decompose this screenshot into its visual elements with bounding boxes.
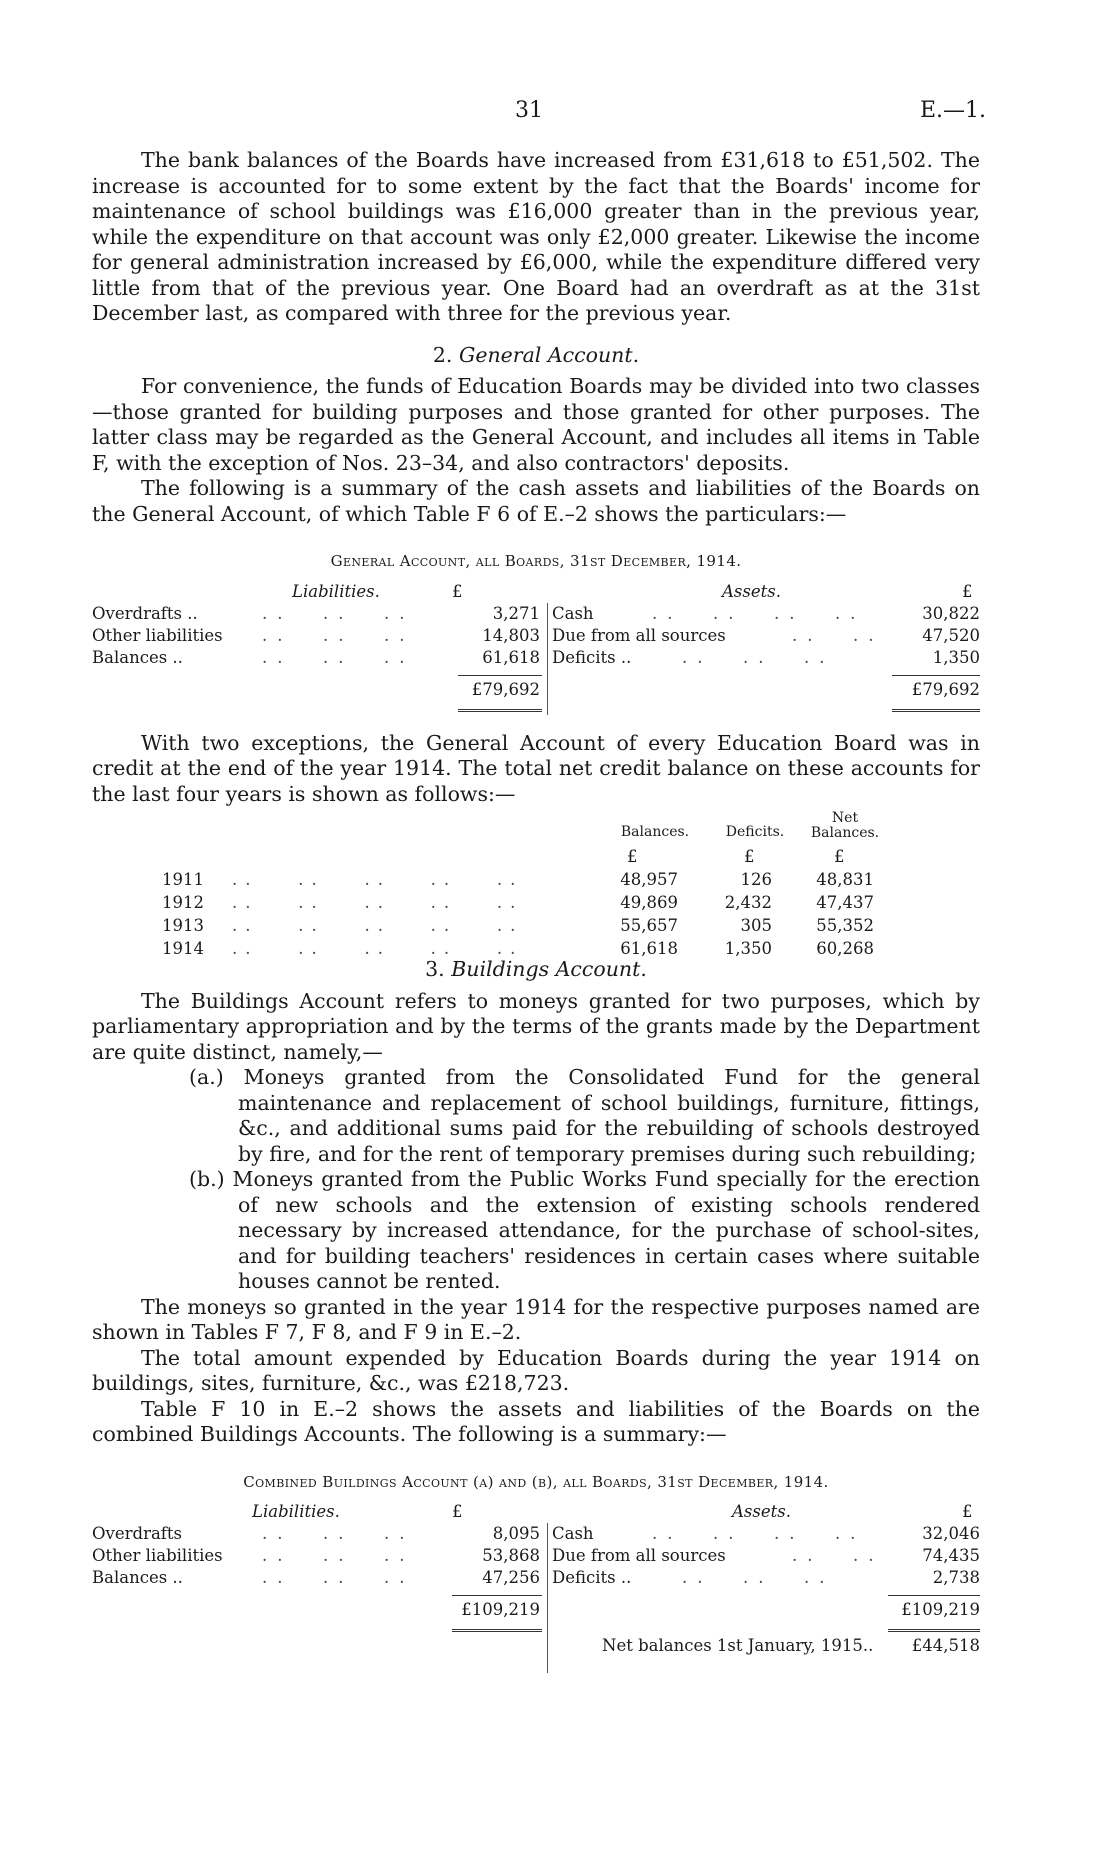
asset-label: Due from all sources	[552, 1546, 726, 1565]
deficits-cell: 2,432	[724, 893, 772, 912]
paragraph-table-f10: Table F 10 in E.–2 shows the assets and liabilities of the Boards on the combined Buildings Accounts. The following is a summary:—	[92, 1396, 980, 1446]
net-cell: 60,268	[816, 939, 874, 958]
asset-label: Deficits ..	[552, 1568, 632, 1587]
column-divider	[547, 603, 548, 715]
column-divider	[547, 1523, 548, 1673]
section-title: Buildings Account.	[451, 957, 647, 981]
total-left: £79,692	[471, 679, 540, 699]
section-number: 2.	[432, 342, 453, 367]
year-cell: 1912	[162, 893, 204, 912]
asset-value: 30,822	[922, 603, 980, 623]
total-rule-left	[452, 1629, 542, 1632]
document-reference: E.—1.	[920, 98, 987, 123]
table-row: Balances .. .. .. .. 61,618 Deficits .. .. .. .. 1,350	[92, 647, 980, 667]
paragraph-bank-balances: The bank balances of the Boards have increased from £31,618 to £51,502. The increase is accounted for to some extent by the fact that the Boards' income for maintenance of school buildings was £16,000 greater than in the previous year, while the expenditure on that account was only £2,000 greater. Likewise the income for general administration increased by £6,000, while the expenditure differed very little from that of the previous year. One Board had an overdraft as at the 31st December last, as compared with three for the previous year.	[92, 148, 980, 325]
total-rule-right	[892, 709, 980, 712]
asset-label: Due from all sources	[552, 625, 726, 645]
assets-header: Assets.	[722, 581, 781, 601]
total-left: £109,219	[461, 1600, 540, 1619]
asset-value: 47,520	[922, 625, 980, 645]
subtotal-rule-left	[458, 675, 542, 676]
list-item-a	[189, 1065, 980, 1167]
liability-value: 14,803	[482, 625, 540, 645]
subtotal-rule-right	[892, 675, 980, 676]
paragraph-moneys-granted: The moneys so granted in the year 1914 for the respective purposes named are shown in Tables F 7, F 8, and F 9 in E.–2.	[92, 1294, 980, 1344]
section-number: 3.	[425, 957, 445, 981]
liability-value: 3,271	[492, 603, 540, 623]
buildings-table-caption: Combined Buildings Account (a) and (b), all Boards, 31st December, 1914.	[243, 1472, 829, 1491]
deficits-cell: 1,350	[724, 939, 772, 958]
table-row: 1911 .. .. .. .. .. 48,957 126 48,831	[162, 870, 874, 889]
assets-header: Assets.	[732, 1502, 791, 1521]
net-cell: 55,352	[816, 916, 874, 935]
deficits-cell: 126	[740, 870, 772, 889]
deficits-cell: 305	[740, 916, 772, 935]
total-right: £79,692	[911, 679, 980, 699]
general-account-table	[92, 581, 980, 721]
net-balances-label: Net balances 1st January, 1915..	[602, 1636, 874, 1655]
list-marker: (a.)	[189, 1065, 224, 1089]
paragraph-credit-balance: With two exceptions, the General Account of every Education Board was in credit at the end of the year 1914. The total net credit balance on these accounts for the last four years is shown as follows:—	[92, 730, 980, 806]
list-text: Moneys granted from the Public Works Fund specially for the erection of new schools and the extension of existing schools rendered necessary by increased attendance, for the purchase of school-sites, and for building teachers' residences in certain cases where suitable houses cannot be rented.	[232, 1167, 980, 1293]
table-row: Other liabilities .. .. .. 53,868 Due from all sources .. .. 74,435	[92, 1546, 980, 1565]
table-row: 1912 .. .. .. .. .. 49,869 2,432 47,437	[162, 893, 874, 912]
table-row: Overdrafts .. .. .. 8,095 Cash .. .. .. .. 32,046	[92, 1524, 980, 1543]
page-number: 31	[515, 98, 543, 123]
total-right: £109,219	[901, 1600, 980, 1619]
net-cell: 48,831	[816, 870, 874, 889]
subtotal-rule-left	[452, 1595, 542, 1596]
balances-cell: 49,869	[620, 893, 678, 912]
net-balances-value: £44,518	[911, 1636, 980, 1655]
pound-sign-right: £	[962, 581, 973, 601]
liability-label: Balances ..	[92, 1568, 183, 1587]
section-title: General Account.	[458, 342, 640, 367]
liability-value: 53,868	[482, 1546, 540, 1565]
pound-sign-right: £	[962, 1502, 973, 1521]
asset-label: Deficits ..	[552, 647, 632, 667]
pound-sign-left: £	[452, 1502, 463, 1521]
balances-cell: 48,957	[620, 870, 678, 889]
section-heading-general-account	[92, 343, 980, 369]
page-body	[92, 148, 980, 1681]
total-rule-left	[458, 709, 542, 712]
liability-label: Overdrafts	[92, 1524, 182, 1543]
asset-label: Cash	[552, 1524, 594, 1543]
net-cell: 47,437	[816, 893, 874, 912]
table-row: Overdrafts .. .. .. .. 3,271 Cash .. .. .. .. 30,822	[92, 603, 980, 623]
paragraph-summary-intro: The following is a summary of the cash assets and liabilities of the Boards on the General Account, of which Table F 6 of E.–2 shows the particulars:—	[92, 476, 980, 526]
liabilities-header: Liabilities.	[252, 1502, 340, 1521]
liability-label: Other liabilities	[92, 625, 223, 645]
asset-value: 74,435	[922, 1546, 980, 1565]
buildings-account-table	[92, 1501, 980, 1681]
net-balances-table	[92, 810, 980, 958]
liability-label: Overdrafts ..	[92, 603, 198, 623]
asset-label: Cash	[552, 603, 594, 623]
page-header	[0, 98, 1114, 128]
year-cell: 1911	[162, 870, 204, 889]
table-row: Balances .. .. .. .. 47,256 Deficits .. .. .. .. 2,738	[92, 1568, 980, 1587]
pound-sign-left: £	[452, 581, 463, 601]
column-header-balances: Balances.	[620, 824, 690, 840]
paragraph-funds-classes: For convenience, the funds of Education Boards may be divided into two classes—those granted for building purposes and those granted for other purposes. The latter class may be regarded as the General Account, and includes all items in Table F, with the exception of Nos. 23–34, and also contractors' deposits.	[92, 374, 980, 475]
total-rule-right	[888, 1629, 980, 1632]
column-header-net: Net Balances.	[810, 810, 880, 841]
list-text: Moneys granted from the Consolidated Fund for the general maintenance and replacement of school buildings, furniture, fittings, &c., and additional sums paid for the rebuilding of schools destroyed by fire, and for the rent of temporary premises during such rebuilding;	[238, 1065, 980, 1166]
list-item-b	[189, 1167, 980, 1295]
asset-value: 2,738	[932, 1568, 980, 1587]
year-cell: 1913	[162, 916, 204, 935]
pound-sign: £	[627, 847, 638, 866]
pound-sign: £	[834, 847, 845, 866]
balances-cell: 61,618	[620, 939, 678, 958]
subtotal-rule-right	[888, 1595, 980, 1596]
asset-value: 32,046	[922, 1524, 980, 1543]
paragraph-buildings-account: The Buildings Account refers to moneys granted for two purposes, which by parliamentary appropriation and by the terms of the grants made by the Department are quite distinct, namely,—	[92, 988, 980, 1064]
column-header-deficits: Deficits.	[725, 824, 785, 840]
liability-value: 8,095	[492, 1524, 540, 1543]
year-cell: 1914	[162, 939, 204, 958]
liability-label: Other liabilities	[92, 1546, 223, 1565]
liability-value: 47,256	[482, 1568, 540, 1587]
section-heading-buildings-account	[92, 957, 980, 983]
list-marker: (b.)	[189, 1167, 225, 1191]
liabilities-header: Liabilities.	[292, 581, 380, 601]
table-row: Other liabilities .. .. .. 14,803 Due from all sources .. .. 47,520	[92, 625, 980, 645]
pound-sign: £	[744, 847, 755, 866]
general-table-caption: General Account, all Boards, 31st December, 1914.	[330, 552, 742, 570]
asset-value: 1,350	[932, 647, 980, 667]
liability-label: Balances ..	[92, 647, 183, 667]
paragraph-total-expended: The total amount expended by Education Boards during the year 1914 on buildings, sites, furniture, &c., was £218,723.	[92, 1345, 980, 1395]
table-row: 1914 .. .. .. .. .. 61,618 1,350 60,268	[162, 939, 874, 958]
liability-value: 61,618	[482, 647, 540, 667]
balances-cell: 55,657	[620, 916, 678, 935]
table-row: 1913 .. .. .. .. .. 55,657 305 55,352	[162, 916, 874, 935]
